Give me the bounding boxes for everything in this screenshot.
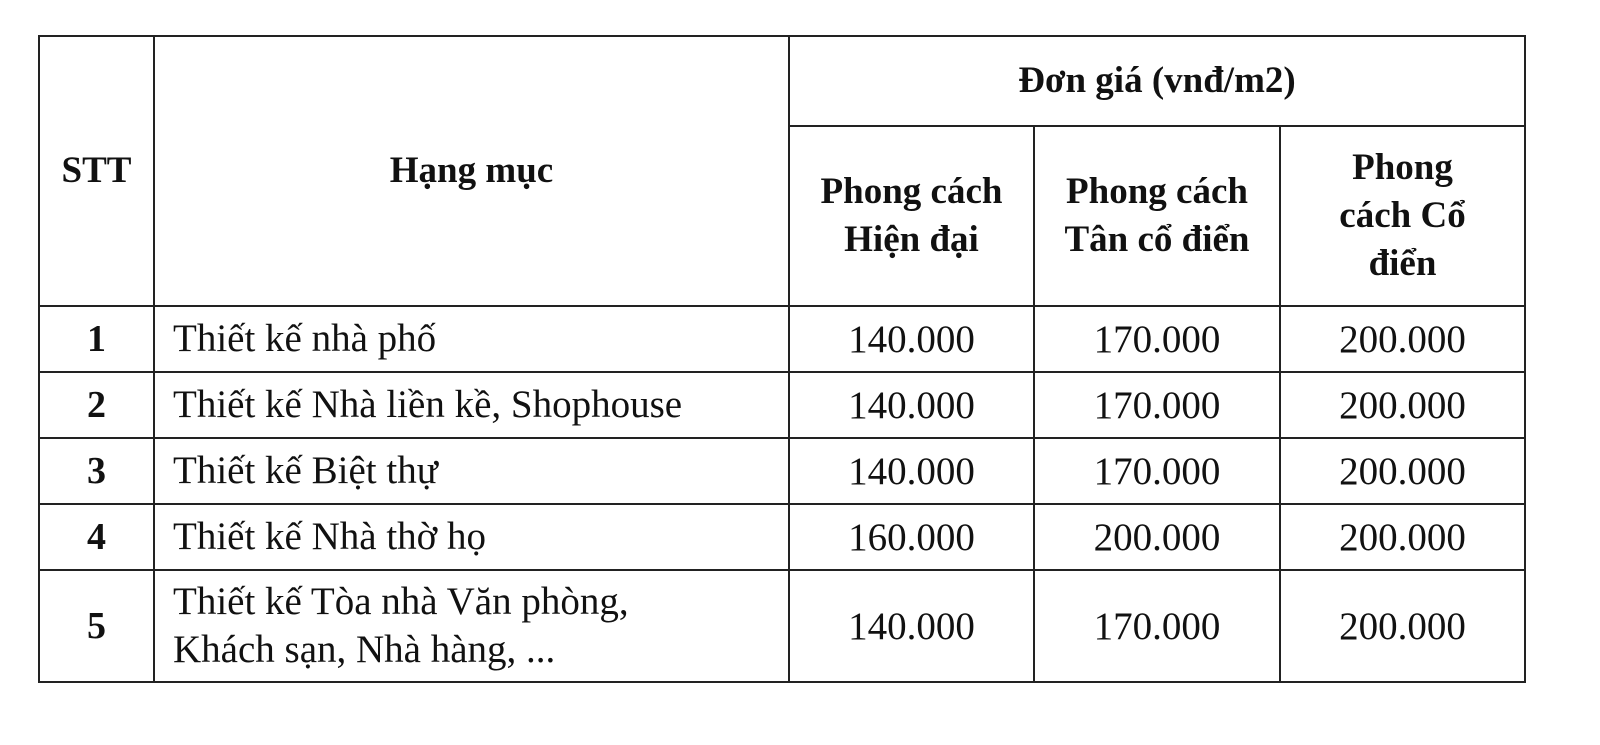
row-price-modern: 160.000 <box>789 504 1034 570</box>
row-price-neoclassic: 170.000 <box>1034 372 1280 438</box>
row-item: Thiết kế Biệt thự <box>154 438 789 504</box>
header-style-modern: Phong cách Hiện đại <box>789 126 1034 306</box>
row-price-classic: 200.000 <box>1280 504 1525 570</box>
row-price-classic: 200.000 <box>1280 438 1525 504</box>
header-stt: STT <box>39 36 154 306</box>
row-price-classic: 200.000 <box>1280 372 1525 438</box>
row-stt: 1 <box>39 306 154 372</box>
row-item: Thiết kế Tòa nhà Văn phòng, Khách sạn, Nhà hàng, ... <box>154 570 789 682</box>
table-row <box>39 570 1525 682</box>
table-row <box>39 438 1525 504</box>
row-item: Thiết kế Nhà thờ họ <box>154 504 789 570</box>
row-price-modern: 140.000 <box>789 570 1034 682</box>
header-row-top <box>39 36 1525 126</box>
row-price-modern: 140.000 <box>789 372 1034 438</box>
row-stt: 2 <box>39 372 154 438</box>
header-style-classic: Phong cách Cổ điển <box>1280 126 1525 306</box>
row-stt: 4 <box>39 504 154 570</box>
row-price-classic: 200.000 <box>1280 306 1525 372</box>
row-item: Thiết kế nhà phố <box>154 306 789 372</box>
row-price-neoclassic: 170.000 <box>1034 438 1280 504</box>
row-price-neoclassic: 170.000 <box>1034 306 1280 372</box>
header-item: Hạng mục <box>154 36 789 306</box>
row-price-classic: 200.000 <box>1280 570 1525 682</box>
price-table <box>38 35 1526 683</box>
row-item: Thiết kế Nhà liền kề, Shophouse <box>154 372 789 438</box>
row-price-modern: 140.000 <box>789 438 1034 504</box>
header-style-neoclassic: Phong cách Tân cổ điển <box>1034 126 1280 306</box>
row-stt: 5 <box>39 570 154 682</box>
row-price-neoclassic: 170.000 <box>1034 570 1280 682</box>
row-price-modern: 140.000 <box>789 306 1034 372</box>
table-row <box>39 306 1525 372</box>
row-price-neoclassic: 200.000 <box>1034 504 1280 570</box>
table-row <box>39 504 1525 570</box>
row-stt: 3 <box>39 438 154 504</box>
table-row <box>39 372 1525 438</box>
header-unit-price: Đơn giá (vnđ/m2) <box>789 36 1525 126</box>
